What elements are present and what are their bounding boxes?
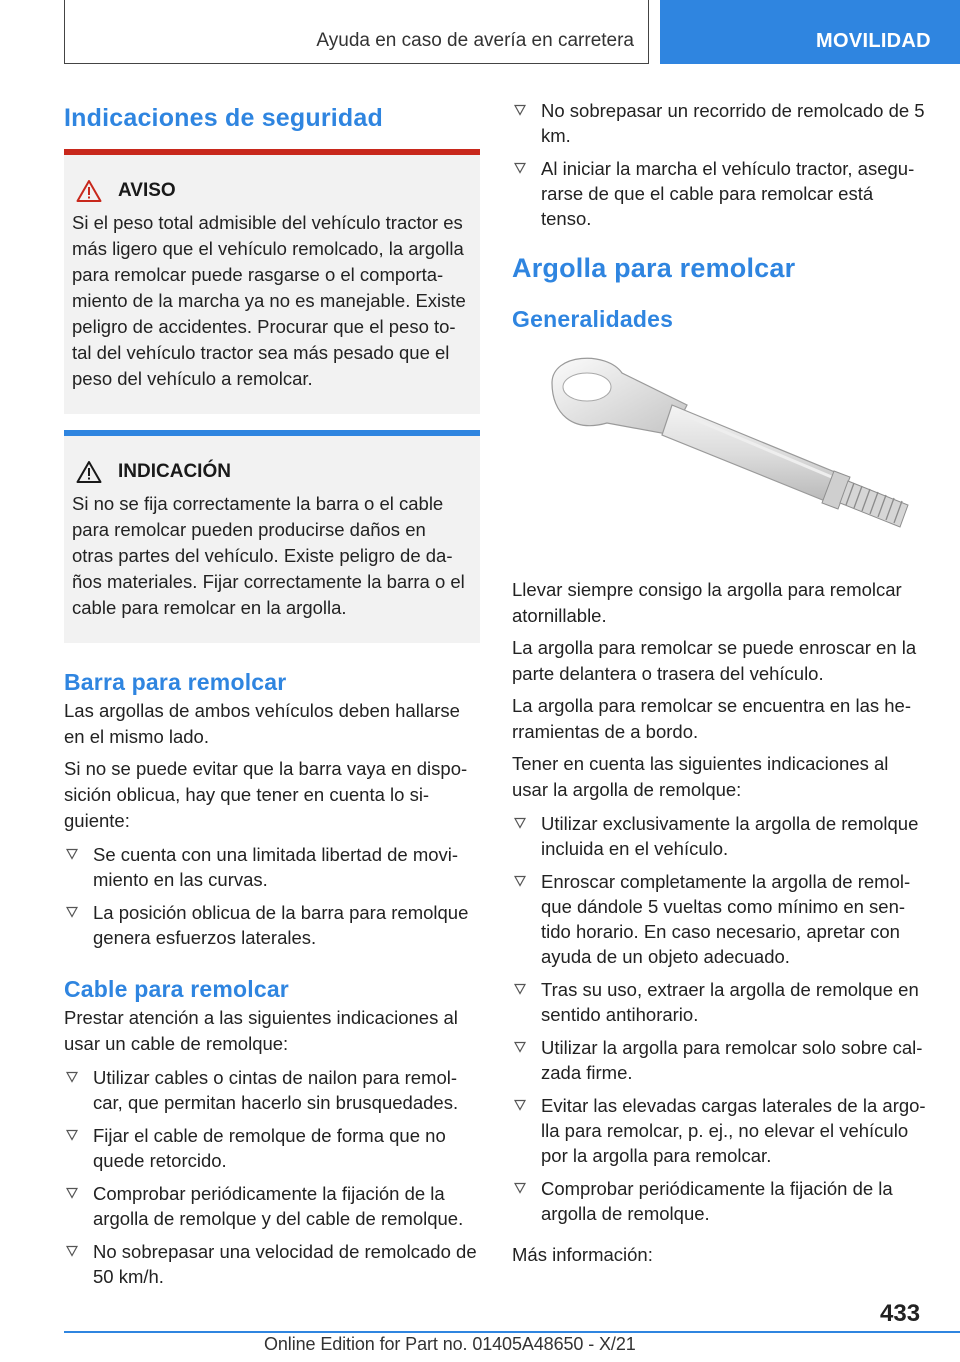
tow-eye-paragraph-4: Tener en cuenta las siguientes indicaciones al usar la argolla de remolque: [512,753,889,800]
notice-box [64,430,480,643]
header-chapter-title: MOVILIDAD [816,30,931,52]
header-section-tab [64,0,649,64]
triangle-bullet-icon [66,1245,78,1257]
tow-bar-paragraph-1: Las argollas de ambos vehículos deben hallarse en el mismo lado. [64,700,460,747]
list-item: No sobrepasar un recorrido de remolcado de 5 km. [512,98,928,148]
warning-box [64,149,480,414]
list-item: La posición oblicua de la barra para remolque genera esfuerzos laterales. [64,900,480,950]
notice-label: INDICACIÓN [118,461,231,482]
general-subtitle: Generalidades [512,306,674,332]
page-number: 433 [880,1300,921,1327]
list-item: Utilizar la argolla para remolcar solo sobre cal-zada firme. [512,1035,928,1085]
more-info-link[interactable]: Más información: [512,1244,653,1265]
triangle-bullet-icon [514,875,526,887]
safety-title: Indicaciones de seguridad [64,104,383,132]
triangle-bullet-icon [514,983,526,995]
left-column [64,100,480,1289]
notice-triangle-icon [76,460,102,484]
list-item: Enroscar completamente la argolla de remol-que dándole 5 vueltas como mínimo en sen-tido horario. En caso necesario, apretar con ayuda de un objeto adecuado. [512,869,928,969]
list-item: Comprobar periódicamente la fijación de la argolla de remolque. [512,1176,928,1226]
tow-eye-title: Argolla para remolcar [512,253,796,283]
triangle-bullet-icon [66,1129,78,1141]
tow-bar-list [64,842,480,950]
triangle-bullet-icon [514,104,526,116]
tow-cable-heading: Cable para remolcar [64,976,289,1002]
list-item: Al iniciar la marcha el vehículo tractor, asegu-rarse de que el cable para remolcar está tenso. [512,156,928,231]
tow-cable-list [64,1065,480,1289]
footer-divider [64,1331,960,1333]
right-column [512,100,928,1268]
triangle-bullet-icon [514,817,526,829]
list-item: Tras su uso, extraer la argolla de remolque en sentido antihorario. [512,977,928,1027]
warning-label: AVISO [118,180,176,201]
triangle-bullet-icon [66,848,78,860]
list-item: Se cuenta con una limitada libertad de movi-miento en las curvas. [64,842,480,892]
tow-bar-heading: Barra para remolcar [64,669,287,695]
tow-cable-paragraph: Prestar atención a las siguientes indicaciones al usar un cable de remolque: [64,1007,458,1054]
triangle-bullet-icon [66,906,78,918]
footer-edition: Online Edition for Part no. 01405A48650 - X/21 [264,1334,636,1354]
tow-eye-paragraph-1: Llevar siempre consigo la argolla para remolcar atornillable. [512,579,902,626]
tow-eye-image [512,343,928,573]
list-item: Comprobar periódicamente la fijación de la argolla de remolque y del cable de remolque. [64,1181,480,1231]
tow-bar-paragraph-2: Si no se puede evitar que la barra vaya en dispo-sición oblicua, hay que tener en cuenta lo si-guiente: [64,758,468,831]
list-item: Fijar el cable de remolque de forma que no quede retorcido. [64,1123,480,1173]
list-item: Utilizar cables o cintas de nailon para remol-car, que permitan hacerlo sin brusquedades. [64,1065,480,1115]
list-item: Evitar las elevadas cargas laterales de la argo-lla para remolcar, p. ej., no elevar el vehículo por la argolla para remolcar. [512,1093,928,1168]
tow-eye-paragraph-3: La argolla para remolcar se encuentra en las he-rramientas de a bordo. [512,695,912,742]
list-item: Utilizar exclusivamente la argolla de remolque incluida en el vehículo. [512,811,928,861]
tow-eye-paragraph-2: La argolla para remolcar se puede enroscar en la parte delantera o trasera del vehículo. [512,637,917,684]
notice-text: Si no se fija correctamente la barra o el cable para remolcar pueden producirse daños en otras partes del vehículo. Existe peligro de da-ños materiales. Fijar correctamente la barra o el cable para remolcar en la argolla. [72,493,465,618]
list-item: No sobrepasar una velocidad de remolcado de 50 km/h. [64,1239,480,1289]
warning-text: Si el peso total admisible del vehículo tractor es más ligero que el vehículo remolcado, la argolla para remolcar puede rasgarse o el comporta-miento de la marcha ya no es manejable. Existe peligro de accidentes. Procurar que el peso to-tal del vehículo tractor sea más pesado que el peso del vehículo a remolcar. [72,212,466,389]
header-section-title: Ayuda en caso de avería en carretera [316,30,634,51]
warning-triangle-icon [76,179,102,203]
tow-cable-list-continued [512,98,928,231]
triangle-bullet-icon [514,162,526,174]
triangle-bullet-icon [514,1041,526,1053]
triangle-bullet-icon [514,1182,526,1194]
triangle-bullet-icon [514,1099,526,1111]
triangle-bullet-icon [66,1071,78,1083]
header-chapter-tab [660,0,960,64]
tow-eye-list [512,811,928,1226]
triangle-bullet-icon [66,1187,78,1199]
